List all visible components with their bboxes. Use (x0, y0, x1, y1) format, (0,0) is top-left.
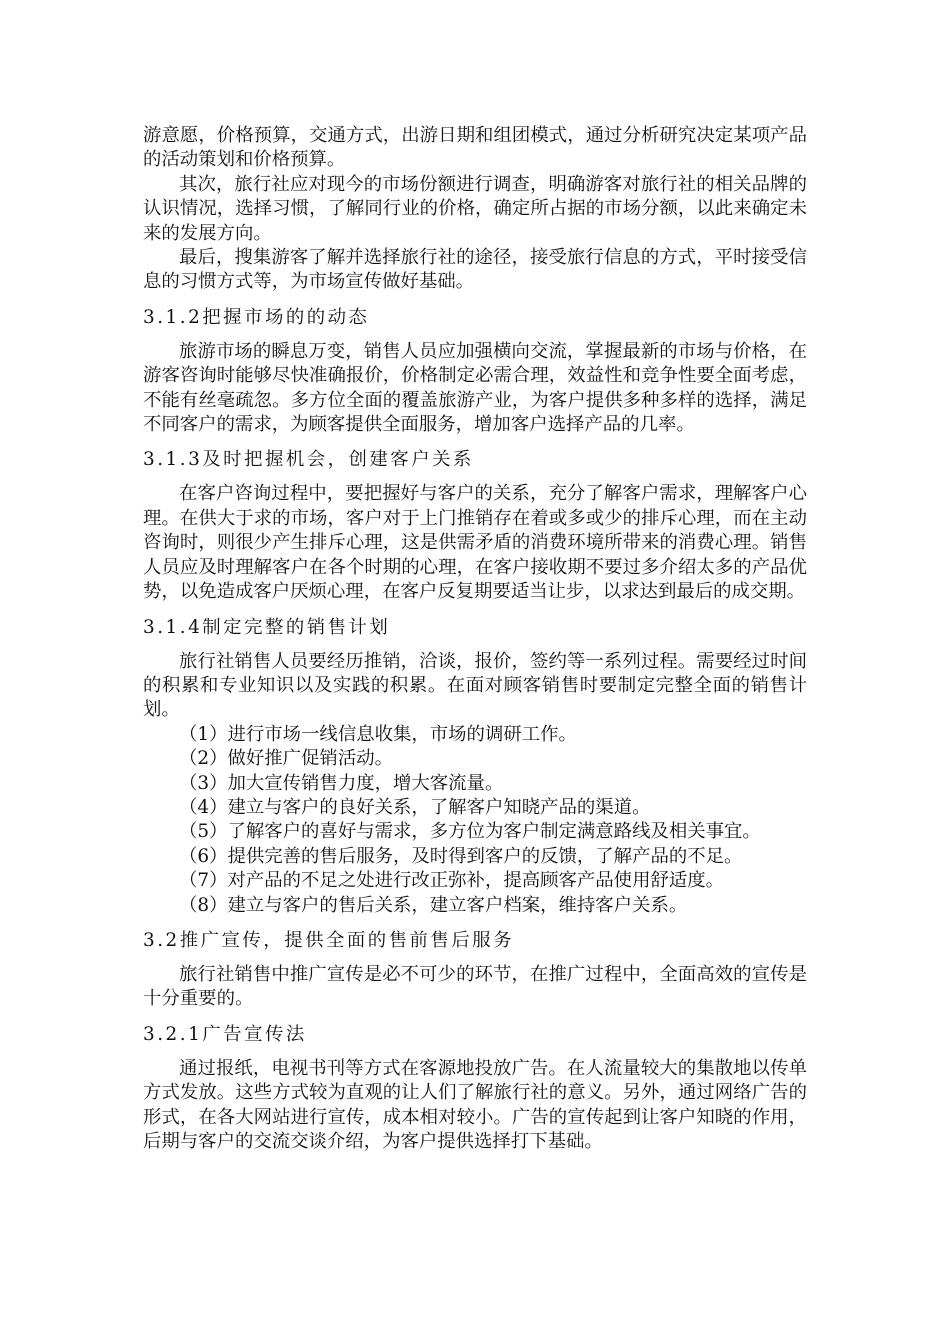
list-item: （1）进行市场一线信息收集，市场的调研工作。 (179, 723, 577, 745)
paragraph-advertising: 通过报纸，电视书刊等方式在客源地投放广告。在人流量较大的集散地以传单方式发放。这些方式较为直观的让人们了解旅行社的意义。另外，通过网络广告的形式，在各大网站进行宣传，成本相对较小。广告的宣传起到让客户知晓的作用，后期与客户的交流交谈介绍，为客户提供选择打下基础。 (143, 1057, 807, 1152)
paragraph-sales-plan: 旅行社销售人员要经历推销，洽谈，报价，签约等一系列过程。需要经过时间的积累和专业知识以及实践的积累。在面对顾客销售时要制定完整全面的销售计划。 (143, 650, 807, 721)
paragraph-market-share: 其次，旅行社应对现今的市场份额进行调查，明确游客对旅行社的相关品牌的认识情况，选择习惯，了解同行业的价格，确定所占据的市场分额，以此来确定未来的发展方向。 (143, 173, 807, 244)
section-heading-3-2: 3.2推广宣传，提供全面的售前售后服务 (143, 929, 514, 951)
list-item: （8）建立与客户的售后关系，建立客户档案，维持客户关系。 (179, 894, 688, 916)
paragraph-promotion: 旅行社销售中推广宣传是必不可少的环节，在推广过程中，全面高效的宣传是十分重要的。 (143, 963, 807, 1010)
list-item: （3）加大宣传销售力度，增大客流量。 (179, 772, 504, 794)
list-item: （7）对产品的不足之处进行改正弥补，提高顾客产品使用舒适度。 (179, 870, 725, 892)
paragraph-info-channels: 最后，搜集游客了解并选择旅行社的途径，接受旅行信息的方式，平时接受信息的习惯方式等，为市场宣传做好基础。 (143, 247, 807, 293)
section-heading-3-1-2: 3.1.2把握市场的的动态 (143, 306, 370, 328)
list-item: （4）建立与客户的良好关系，了解客户知晓产品的渠道。 (179, 796, 651, 818)
section-heading-3-2-1: 3.2.1广告宣传法 (143, 1023, 307, 1045)
paragraph-intro-continued: 游意愿，价格预算，交通方式，出游日期和组团模式，通过分析研究决定某项产品的活动策划和价格预算。 (143, 125, 807, 171)
list-item: （2）做好推广促销活动。 (179, 748, 393, 770)
paragraph-customer-relations: 在客户咨询过程中，要把握好与客户的关系，充分了解客户需求，理解客户心理。在供大于求的市场，客户对于上门推销存在着或多或少的排斥心理，而在主动咨询时，则很少产生排斥心理，这是供需矛盾的消费环境所带来的消费心理。销售人员应及时理解客户在各个时期的心理，在客户接收期不要过多介绍太多的产品优势，以免造成客户厌烦心理，在客户反复期要适当让步，以求达到最后的成交期。 (143, 483, 807, 603)
paragraph-market-dynamics: 旅游市场的瞬息万变，销售人员应加强横向交流，掌握最新的市场与价格，在游客咨询时能够尽快准确报价，价格制定必需合理，效益性和竞争性要全面考虑，不能有丝毫疏忽。多方位全面的覆盖旅游产业，为客户提供多种多样的选择，满足不同客户的需求，为顾客提供全面服务，增加客户选择产品的几率。 (143, 340, 807, 436)
section-heading-3-1-3: 3.1.3及时把握机会，创建客户关系 (143, 449, 474, 471)
list-item: （5）了解客户的喜好与需求，多方位为客户制定满意路线及相关事宜。 (179, 821, 761, 843)
list-item: （6）提供完善的售后服务，及时得到客户的反馈，了解产品的不足。 (179, 845, 743, 867)
section-heading-3-1-4: 3.1.4制定完整的销售计划 (143, 616, 391, 638)
sales-plan-list (143, 723, 807, 918)
